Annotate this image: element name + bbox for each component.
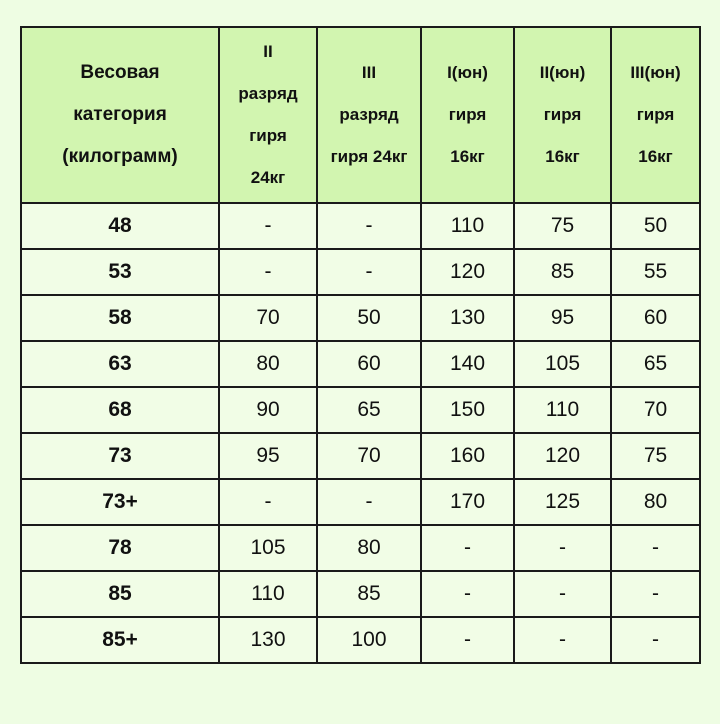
junior-1-cell: 150	[421, 387, 514, 433]
rank-3-cell: 80	[317, 525, 421, 571]
junior-1-cell: 170	[421, 479, 514, 525]
junior-3-cell: 80	[611, 479, 700, 525]
junior-2-cell: 120	[514, 433, 611, 479]
junior-1-cell: 160	[421, 433, 514, 479]
header-line: 24кг	[250, 168, 286, 187]
weight-category-cell: 85+	[21, 617, 219, 663]
junior-2-cell: 85	[514, 249, 611, 295]
rank-3-cell: 70	[317, 433, 421, 479]
weight-category-cell: 78	[21, 525, 219, 571]
weight-category-cell: 85	[21, 571, 219, 617]
header-junior-2-16kg	[514, 27, 611, 203]
header-line: гиря	[543, 105, 582, 124]
header-rank-2-24kg	[219, 27, 317, 203]
junior-1-cell: 120	[421, 249, 514, 295]
rank-3-cell: -	[317, 203, 421, 249]
table-row	[21, 617, 700, 663]
weight-category-cell: 68	[21, 387, 219, 433]
junior-2-cell: 110	[514, 387, 611, 433]
junior-1-cell: -	[421, 617, 514, 663]
header-rank-3-24kg	[317, 27, 421, 203]
junior-3-cell: -	[611, 571, 700, 617]
rank-3-cell: 100	[317, 617, 421, 663]
rank-3-cell: -	[317, 479, 421, 525]
table-row	[21, 341, 700, 387]
header-line: категория	[73, 104, 167, 125]
junior-3-cell: 55	[611, 249, 700, 295]
header-line: III(юн)	[630, 63, 681, 82]
table-row	[21, 571, 700, 617]
junior-3-cell: 65	[611, 341, 700, 387]
rank-3-cell: -	[317, 249, 421, 295]
rank-2-cell: -	[219, 249, 317, 295]
table-row	[21, 525, 700, 571]
standards-table-container	[20, 26, 701, 664]
header-line: гиря	[636, 105, 675, 124]
header-line: разряд	[339, 105, 399, 124]
junior-3-cell: 70	[611, 387, 700, 433]
rank-2-cell: -	[219, 479, 317, 525]
header-row	[21, 27, 700, 203]
weight-category-cell: 63	[21, 341, 219, 387]
rank-2-cell: 95	[219, 433, 317, 479]
header-weight-category	[21, 27, 219, 203]
header-junior-1-16kg	[421, 27, 514, 203]
junior-1-cell: 140	[421, 341, 514, 387]
header-line: 16кг	[450, 147, 485, 166]
junior-3-cell: 50	[611, 203, 700, 249]
table-row	[21, 203, 700, 249]
header-line: гиря	[448, 105, 487, 124]
header-line: гиря	[249, 126, 287, 145]
header-line: II	[263, 42, 273, 61]
table-row	[21, 249, 700, 295]
header-line: гиря 24кг	[330, 147, 408, 166]
junior-2-cell: -	[514, 571, 611, 617]
junior-2-cell: -	[514, 525, 611, 571]
table-body	[21, 203, 700, 663]
table-row	[21, 433, 700, 479]
junior-1-cell: -	[421, 525, 514, 571]
header-line: 16кг	[545, 147, 580, 166]
weight-category-cell: 73+	[21, 479, 219, 525]
rank-3-cell: 60	[317, 341, 421, 387]
junior-1-cell: 110	[421, 203, 514, 249]
rank-2-cell: 80	[219, 341, 317, 387]
weight-category-cell: 53	[21, 249, 219, 295]
header-line: (килограмм)	[62, 146, 178, 167]
junior-3-cell: -	[611, 525, 700, 571]
rank-2-cell: 70	[219, 295, 317, 341]
junior-3-cell: 60	[611, 295, 700, 341]
rank-2-cell: 110	[219, 571, 317, 617]
rank-3-cell: 50	[317, 295, 421, 341]
header-line: 16кг	[638, 147, 673, 166]
rank-2-cell: 130	[219, 617, 317, 663]
header-line: Весовая	[80, 62, 160, 83]
rank-3-cell: 65	[317, 387, 421, 433]
weight-category-cell: 48	[21, 203, 219, 249]
header-line: I(юн)	[447, 63, 488, 82]
header-line: III	[361, 63, 377, 82]
rank-3-cell: 85	[317, 571, 421, 617]
junior-2-cell: 75	[514, 203, 611, 249]
junior-3-cell: -	[611, 617, 700, 663]
header-line: II(юн)	[539, 63, 586, 82]
junior-3-cell: 75	[611, 433, 700, 479]
rank-2-cell: 105	[219, 525, 317, 571]
weight-category-cell: 58	[21, 295, 219, 341]
table-row	[21, 295, 700, 341]
table-row	[21, 387, 700, 433]
header-line: разряд	[238, 84, 298, 103]
junior-2-cell: 125	[514, 479, 611, 525]
junior-1-cell: -	[421, 571, 514, 617]
weight-standards-table	[20, 26, 701, 664]
junior-2-cell: 105	[514, 341, 611, 387]
rank-2-cell: 90	[219, 387, 317, 433]
table-row	[21, 479, 700, 525]
junior-2-cell: 95	[514, 295, 611, 341]
junior-1-cell: 130	[421, 295, 514, 341]
weight-category-cell: 73	[21, 433, 219, 479]
junior-2-cell: -	[514, 617, 611, 663]
rank-2-cell: -	[219, 203, 317, 249]
header-junior-3-16kg	[611, 27, 700, 203]
